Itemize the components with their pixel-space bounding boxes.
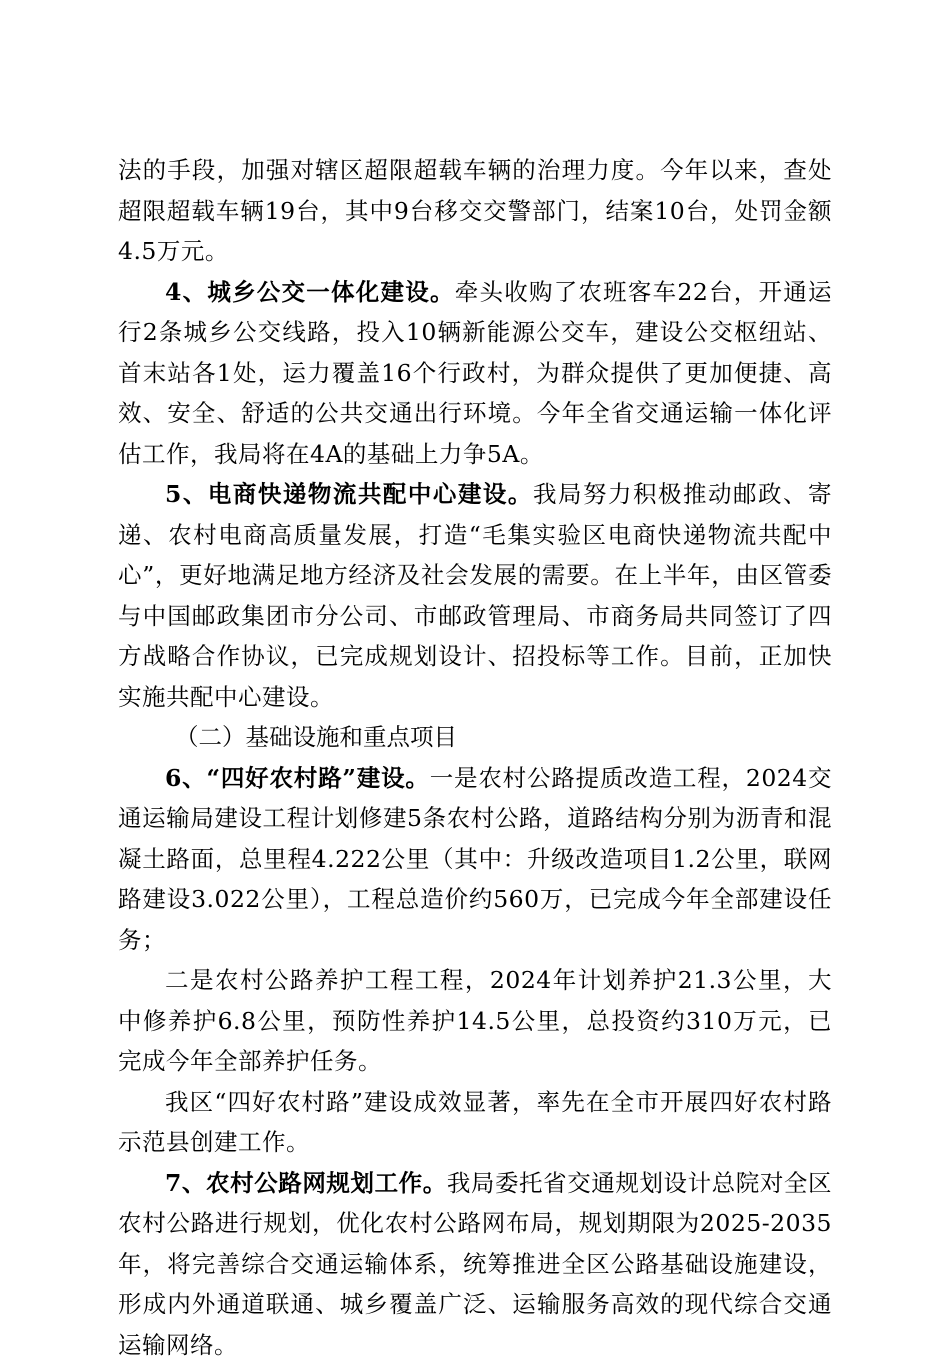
section-heading: （二）基础设施和重点项目 [118, 717, 832, 758]
paragraph-heading: 5、电商快递物流共配中心建设。 [165, 480, 533, 508]
paragraph-item-7 [118, 1163, 832, 1365]
paragraph-item-4 [118, 272, 832, 475]
paragraph-body: 我局委托省交通规划设计总院对全区农村公路进行规划，优化农村公路网布局，规划期限为2025-2035年，将完善综合交通运输体系，统筹推进全区公路基础设施建设，形成内外通道联通、城乡覆盖广泛、运输服务高效的现代综合交通运输网络。 [118, 1169, 832, 1359]
paragraph-item-5 [118, 474, 832, 717]
paragraph-heading: 4、城乡公交一体化建设。 [165, 278, 455, 306]
paragraph-heading: 6、“四好农村路”建设。 [165, 764, 430, 792]
paragraph-body: 法的手段，加强对辖区超限超载车辆的治理力度。今年以来，查处超限超载车辆19台，其中9台移交交警部门，结案10台，处罚金额4.5万元。 [118, 156, 832, 265]
paragraph-body: 一是农村公路提质改造工程，2024交通运输局建设工程计划修建5条农村公路，道路结构分别为沥青和混凝土路面，总里程4.222公里（其中：升级改造项目1.2公里，联网路建设3.022公里），工程总造价约560万，已完成今年全部建设任务； [118, 764, 832, 954]
paragraph-body: 我局努力积极推动邮政、寄递、农村电商高质量发展，打造“毛集实验区电商快递物流共配中心”，更好地满足地方经济及社会发展的需要。在上半年，由区管委与中国邮政集团市分公司、市邮政管理局、市商务局共同签订了四方战略合作协议，已完成规划设计、招投标等工作。目前，正加快实施共配中心建设。 [118, 480, 832, 711]
paragraph-heading: 7、农村公路网规划工作。 [165, 1169, 447, 1197]
paragraph-body: 二是农村公路养护工程工程，2024年计划养护21.3公里，大中修养护6.8公里，预防性养护14.5公里，总投资约310万元，已完成今年全部养护任务。 [118, 966, 832, 1075]
paragraph-item-6 [118, 758, 832, 961]
paragraph-item-6-maintenance [118, 960, 832, 1082]
document-page [118, 150, 832, 1365]
paragraph-item-6-summary [118, 1082, 832, 1163]
paragraph-body: 我区“四好农村路”建设成效显著，率先在全市开展四好农村路示范县创建工作。 [118, 1088, 832, 1157]
paragraph-body: 牵头收购了农班客车22台，开通运行2条城乡公交线路，投入10辆新能源公交车，建设公交枢纽站、首末站各1处，运力覆盖16个行政村，为群众提供了更加便捷、高效、安全、舒适的公共交通出行环境。今年全省交通运输一体化评估工作，我局将在4A的基础上力争5A。 [118, 278, 832, 468]
paragraph-intro [118, 150, 832, 272]
